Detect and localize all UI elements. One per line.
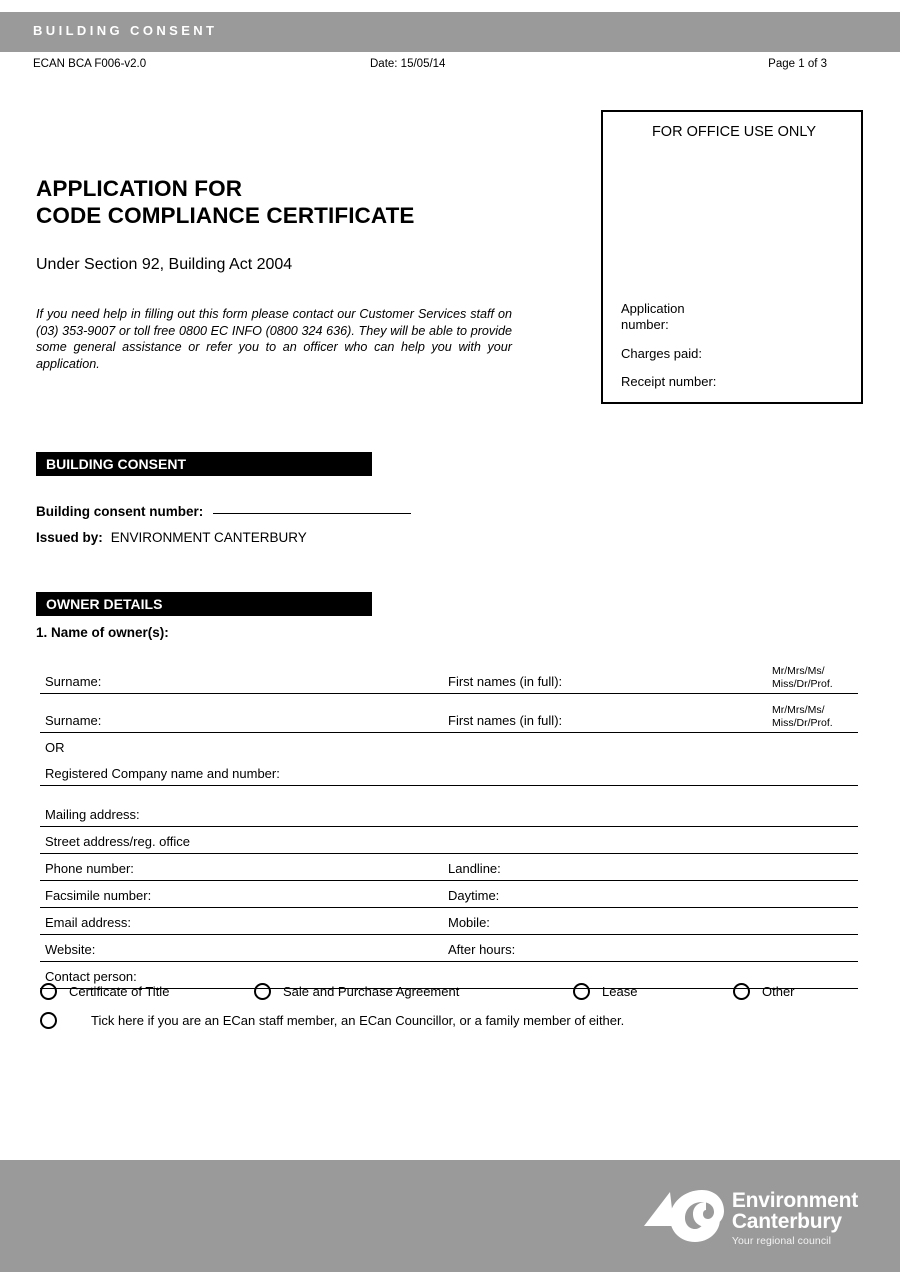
owner-name-question: 1. Name of owner(s): [36, 625, 169, 640]
issued-by-row [36, 530, 307, 545]
logo-wordmark [732, 1190, 858, 1247]
office-receipt-number-label: Receipt number: [621, 373, 717, 389]
building-consent-number-input[interactable] [213, 513, 411, 514]
form-date: Date: 15/05/14 [370, 58, 446, 70]
document-title-line2: CODE COMPLIANCE CERTIFICATE [36, 203, 415, 228]
or-separator-row [40, 733, 858, 759]
or-label: OR [45, 740, 65, 755]
option-label: Lease [602, 984, 638, 999]
logo-line-environment: Environment [731, 1189, 858, 1212]
surname-label-1: Surname: [45, 674, 102, 689]
table-row[interactable] [40, 935, 858, 962]
website-label: Website: [45, 942, 96, 957]
document-subtitle: Under Section 92, Building Act 2004 [36, 256, 293, 273]
footer-band [0, 1160, 900, 1272]
email-address-label: Email address: [45, 915, 131, 930]
logo-line-canterbury: Canterbury [731, 1210, 842, 1234]
page-number: Page 1 of 3 [768, 58, 827, 70]
phone-number-label: Phone number: [45, 861, 134, 876]
building-consent-number-label: Building consent number: [36, 504, 204, 519]
after-hours-label: After hours: [448, 942, 516, 957]
option-certificate-of-title[interactable] [40, 983, 169, 1000]
logo-tagline: Your regional council [731, 1234, 832, 1247]
radio-circle-icon[interactable] [573, 983, 590, 1000]
ecan-declaration-label: Tick here if you are an ECan staff member, an ECan Councillor, or a family member of either. [91, 1013, 625, 1028]
section-header-building-consent: BUILDING CONSENT [36, 452, 372, 476]
facsimile-number-label: Facsimile number: [45, 888, 152, 903]
wave-spiral-logo-icon [640, 1184, 726, 1246]
ecan-declaration-row[interactable] [40, 1012, 858, 1038]
title-hint-2: Mr/Mrs/Ms/ Miss/Dr/Prof. [772, 704, 833, 729]
building-consent-number-row [36, 504, 411, 519]
first-names-label-2: First names (in full): [448, 713, 563, 728]
document-title-line1: APPLICATION FOR [36, 176, 243, 201]
form-code: ECAN BCA F006-v2.0 [33, 58, 147, 70]
title-hint-1: Mr/Mrs/Ms/ Miss/Dr/Prof. [772, 665, 833, 690]
street-address-label: Street address/reg. office [45, 834, 191, 849]
daytime-label: Daytime: [448, 888, 500, 903]
option-label: Certificate of Title [69, 984, 170, 999]
radio-circle-icon[interactable] [40, 1012, 57, 1029]
document-title [36, 175, 566, 229]
office-application-number-label: Application number: [621, 301, 685, 333]
issued-by-value: ENVIRONMENT CANTERBURY [110, 530, 307, 545]
option-lease[interactable] [573, 983, 637, 1000]
table-row[interactable] [40, 655, 858, 694]
office-use-box [601, 110, 863, 404]
table-row[interactable] [40, 881, 858, 908]
contact-person-label: Contact person: [45, 969, 137, 984]
option-label: Other [762, 984, 795, 999]
help-text: If you need help in filling out this form please contact our Customer Services staff on (03) 353-9007 or toll free 0800 EC INFO (0800 324 636). They will be able to provide some general assistance or refer you to an officer who can help you with your application. [36, 307, 512, 372]
registered-company-label: Registered Company name and number: [45, 766, 280, 781]
table-row[interactable] [40, 827, 858, 854]
first-names-label-1: First names (in full): [448, 674, 563, 689]
office-use-title: FOR OFFICE USE ONLY [651, 124, 817, 140]
header-band [0, 12, 900, 52]
owner-details-table [40, 655, 858, 989]
radio-circle-icon[interactable] [254, 983, 271, 1000]
document-meta-row [0, 58, 900, 76]
option-sale-and-purchase-agreement[interactable] [254, 983, 459, 1000]
surname-label-2: Surname: [45, 713, 102, 728]
header-band-title: BUILDING CONSENT [33, 23, 218, 38]
option-label: Sale and Purchase Agreement [283, 984, 460, 999]
table-row[interactable] [40, 759, 858, 786]
mailing-address-label: Mailing address: [45, 807, 140, 822]
table-row[interactable] [40, 694, 858, 733]
option-other[interactable] [733, 983, 795, 1000]
table-row[interactable] [40, 800, 858, 827]
table-row[interactable] [40, 908, 858, 935]
mobile-label: Mobile: [448, 915, 490, 930]
environment-canterbury-logo [640, 1184, 858, 1247]
title-block [36, 175, 566, 373]
issued-by-label: Issued by: [36, 530, 103, 545]
radio-circle-icon[interactable] [40, 983, 57, 1000]
section-header-owner-details: OWNER DETAILS [36, 592, 372, 616]
radio-circle-icon[interactable] [733, 983, 750, 1000]
table-spacer [40, 786, 858, 800]
landline-label: Landline: [448, 861, 501, 876]
office-charges-paid-label: Charges paid: [621, 345, 702, 361]
table-row[interactable] [40, 854, 858, 881]
option-ecan-declaration[interactable] [40, 1012, 624, 1029]
office-use-fields [621, 301, 847, 390]
document-type-options [40, 983, 858, 1009]
